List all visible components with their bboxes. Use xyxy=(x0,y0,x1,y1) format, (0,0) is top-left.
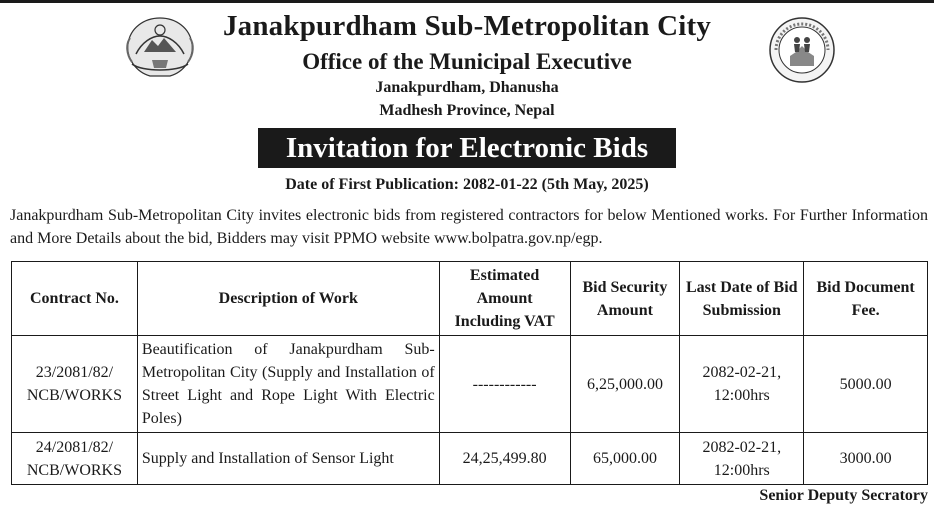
signatory-title: Senior Deputy Secratory xyxy=(759,487,928,504)
contract-no-cell: 23/2081/82/ NCB/WORKS xyxy=(12,336,138,433)
city-name-heading: Janakpurdham Sub-Metropolitan City xyxy=(222,10,712,42)
bids-table xyxy=(11,261,928,485)
column-header-description: Description of Work xyxy=(137,262,439,336)
estimated-amount-cell: 24,25,499.80 xyxy=(439,433,570,485)
publication-date: Date of First Publication: 2082-01-22 (5th May, 2025) xyxy=(285,176,649,193)
bid-security-cell: 6,25,000.00 xyxy=(570,336,680,433)
table-row xyxy=(12,336,928,433)
table-header-row xyxy=(12,262,928,336)
intro-paragraph: Janakpurdham Sub-Metropolitan City invites electronic bids from registered contractors for below Mentioned works. For Further Information and More Details about the bid, Bidders may visit PPMO website www.bolpatra.gov.np/egp. xyxy=(10,207,928,247)
top-rule xyxy=(0,0,934,3)
column-header-estimated-amount: Estimated Amount Including VAT xyxy=(439,262,570,336)
contract-no-cell: 24/2081/82/ NCB/WORKS xyxy=(12,433,138,485)
column-header-bid-security: Bid Security Amount xyxy=(570,262,680,336)
last-date-cell: 2082-02-21, 12:00hrs xyxy=(680,336,804,433)
document-fee-cell: 3000.00 xyxy=(804,433,928,485)
column-header-contract-no: Contract No. xyxy=(12,262,138,336)
address-line-1: Janakpurdham, Dhanusha xyxy=(375,79,559,96)
description-cell: Beautification of Janakpurdham Sub-Metropolitan City (Supply and Installation of Street Light and Rope Light With Electric Poles) xyxy=(137,336,439,433)
notice-title-banner: Invitation for Electronic Bids xyxy=(258,128,676,168)
address-line-2: Madhesh Province, Nepal xyxy=(379,102,555,119)
table-row xyxy=(12,433,928,485)
last-date-cell: 2082-02-21, 12:00hrs xyxy=(680,433,804,485)
estimated-amount-cell: ------------ xyxy=(439,336,570,433)
description-cell: Supply and Installation of Sensor Light xyxy=(137,433,439,485)
office-heading: Office of the Municipal Executive xyxy=(302,49,632,74)
bid-security-cell: 65,000.00 xyxy=(570,433,680,485)
column-header-last-date: Last Date of Bid Submission xyxy=(680,262,804,336)
document-fee-cell: 5000.00 xyxy=(804,336,928,433)
column-header-document-fee: Bid Document Fee. xyxy=(804,262,928,336)
